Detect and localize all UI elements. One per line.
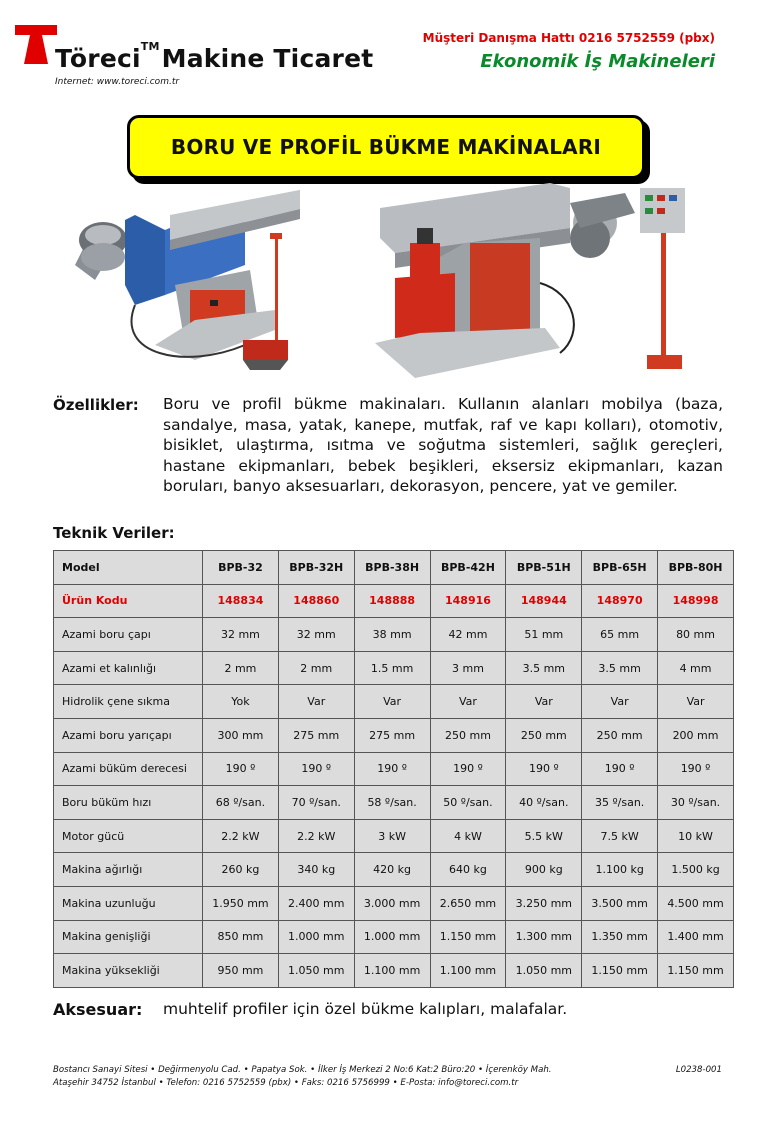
toreci-logo-icon	[15, 25, 57, 65]
table-cell: 3.250 mm	[506, 886, 582, 920]
table-cell: 80 mm	[658, 618, 734, 652]
table-cell: 148888	[354, 584, 430, 618]
machine-photo-bpb-32	[75, 185, 300, 375]
table-cell: Azami boru yarıçapı	[54, 718, 203, 752]
table-cell: 640 kg	[430, 853, 506, 887]
table-cell: 2.400 mm	[278, 886, 354, 920]
table-cell: 250 mm	[506, 718, 582, 752]
table-cell: 2.2 kW	[278, 819, 354, 853]
table-cell: 32 mm	[203, 618, 279, 652]
table-cell: 3 kW	[354, 819, 430, 853]
table-cell: 250 mm	[582, 718, 658, 752]
table-cell: 340 kg	[278, 853, 354, 887]
accessory-label: Aksesuar:	[53, 1000, 143, 1019]
table-cell: 1.150 mm	[430, 920, 506, 954]
table-cell: 32 mm	[278, 618, 354, 652]
table-cell: 260 kg	[203, 853, 279, 887]
table-cell: 1.050 mm	[506, 954, 582, 988]
table-cell: 190 º	[582, 752, 658, 786]
table-row	[54, 618, 734, 652]
table-cell: 2.650 mm	[430, 886, 506, 920]
table-cell: 190 º	[658, 752, 734, 786]
technical-data-table	[53, 550, 734, 988]
table-cell: 2 mm	[203, 651, 279, 685]
accessory-text: muhtelif profiler için özel bükme kalıpları, malafalar.	[163, 1000, 568, 1018]
footer-address-line-1: Bostancı Sanayi Sitesi • Değirmenyolu Cad. • Papatya Sok. • İlker İş Merkezi 2 No:6 Kat:2 Büro:20 • İçerenköy Mah.	[53, 1065, 552, 1075]
table-cell: Var	[506, 685, 582, 719]
table-cell: 148834	[203, 584, 279, 618]
table-cell: 900 kg	[506, 853, 582, 887]
table-cell: Yok	[203, 685, 279, 719]
table-cell: 1.000 mm	[354, 920, 430, 954]
table-cell: Var	[430, 685, 506, 719]
table-row	[54, 920, 734, 954]
website-address[interactable]: Internet: www.toreci.com.tr	[55, 77, 180, 87]
table-cell: 2 mm	[278, 651, 354, 685]
table-row	[54, 718, 734, 752]
trademark-mark: TM	[140, 40, 160, 53]
table-cell: 1.400 mm	[658, 920, 734, 954]
table-row	[54, 886, 734, 920]
table-cell: 5.5 kW	[506, 819, 582, 853]
table-cell: 1.300 mm	[506, 920, 582, 954]
table-cell: 190 º	[354, 752, 430, 786]
table-cell: 35 º/san.	[582, 786, 658, 820]
table-cell: 4.500 mm	[658, 886, 734, 920]
table-cell: 1.100 kg	[582, 853, 658, 887]
features-text: Boru ve profil bükme makinaları. Kullanın alanları mobilya (baza, sandalye, masa, yatak, kanepe, mutfak, raf ve kapı kolları), otomotiv, bisiklet, ulaştırma, ısıtma ve soğutma sistemleri, sağlık gereçleri, hastane ekipmanları, bebek beşikleri, eksersiz ekipmanları, kazan boruları, banyo aksesuarları, dekorasyon, pencere, yat ve gemiler.	[163, 395, 723, 495]
customer-hotline: Müşteri Danışma Hattı 0216 5752559 (pbx)	[422, 31, 715, 45]
company-tagline: Ekonomik İş Makineleri	[480, 51, 715, 72]
table-cell: 250 mm	[430, 718, 506, 752]
table-cell: 1.500 kg	[658, 853, 734, 887]
table-cell: 275 mm	[278, 718, 354, 752]
table-cell: Makina uzunluğu	[54, 886, 203, 920]
table-cell: 7.5 kW	[582, 819, 658, 853]
brand-name-rest: Makine Ticaret	[161, 44, 374, 73]
table-cell: 40 º/san.	[506, 786, 582, 820]
table-cell: 420 kg	[354, 853, 430, 887]
table-cell: 3.000 mm	[354, 886, 430, 920]
table-cell: Hidrolik çene sıkma	[54, 685, 203, 719]
table-cell: 3.5 mm	[582, 651, 658, 685]
table-cell: Motor gücü	[54, 819, 203, 853]
table-cell: 1.950 mm	[203, 886, 279, 920]
table-cell: 200 mm	[658, 718, 734, 752]
brand-name-main: Töreci	[55, 44, 141, 73]
table-cell: 148944	[506, 584, 582, 618]
table-cell: 1.100 mm	[354, 954, 430, 988]
table-cell: 10 kW	[658, 819, 734, 853]
table-cell: 148970	[582, 584, 658, 618]
table-cell: 1.150 mm	[582, 954, 658, 988]
table-cell: 190 º	[203, 752, 279, 786]
header-cell: BPB-32H	[278, 551, 354, 585]
features-label: Özellikler:	[53, 396, 139, 414]
header-cell: BPB-42H	[430, 551, 506, 585]
table-cell: Azami et kalınlığı	[54, 651, 203, 685]
table-cell: 70 º/san.	[278, 786, 354, 820]
table-cell: 190 º	[506, 752, 582, 786]
table-cell: 1.100 mm	[430, 954, 506, 988]
table-row	[54, 786, 734, 820]
table-row	[54, 685, 734, 719]
document-code: L0238-001	[675, 1065, 722, 1075]
table-header-row	[54, 551, 734, 585]
table-row	[54, 752, 734, 786]
header-cell: BPB-38H	[354, 551, 430, 585]
table-cell: Azami büküm derecesi	[54, 752, 203, 786]
technical-data-title: Teknik Veriler:	[53, 524, 175, 542]
table-cell: 30 º/san.	[658, 786, 734, 820]
table-row	[54, 651, 734, 685]
table-cell: 58 º/san.	[354, 786, 430, 820]
table-cell: Var	[582, 685, 658, 719]
table-cell: 2.2 kW	[203, 819, 279, 853]
table-cell: 275 mm	[354, 718, 430, 752]
table-cell: 51 mm	[506, 618, 582, 652]
table-cell: 38 mm	[354, 618, 430, 652]
table-cell: Makina yüksekliği	[54, 954, 203, 988]
table-cell: 300 mm	[203, 718, 279, 752]
table-row	[54, 853, 734, 887]
table-row	[54, 954, 734, 988]
header-cell: BPB-80H	[658, 551, 734, 585]
table-cell: 1.050 mm	[278, 954, 354, 988]
table-cell: 50 º/san.	[430, 786, 506, 820]
table-cell: Makina genişliği	[54, 920, 203, 954]
header-cell: BPB-65H	[582, 551, 658, 585]
table-cell: 850 mm	[203, 920, 279, 954]
table-cell: 148860	[278, 584, 354, 618]
table-cell: 42 mm	[430, 618, 506, 652]
machine-photo-bpb-hydraulic	[375, 183, 700, 383]
brand-name	[55, 40, 374, 73]
banner-title: BORU VE PROFİL BÜKME MAKİNALARI	[170, 135, 602, 159]
table-cell: Var	[278, 685, 354, 719]
table-cell: 3.5 mm	[506, 651, 582, 685]
header-cell: BPB-32	[203, 551, 279, 585]
table-cell: 4 mm	[658, 651, 734, 685]
table-cell: 3 mm	[430, 651, 506, 685]
table-cell: Makina ağırlığı	[54, 853, 203, 887]
table-cell: 190 º	[278, 752, 354, 786]
table-cell: Var	[354, 685, 430, 719]
table-row-product-code	[54, 584, 734, 618]
table-cell: 148998	[658, 584, 734, 618]
table-cell: 65 mm	[582, 618, 658, 652]
table-cell: Ürün Kodu	[54, 584, 203, 618]
table-cell: 1.150 mm	[658, 954, 734, 988]
table-cell: 1.5 mm	[354, 651, 430, 685]
table-cell: 950 mm	[203, 954, 279, 988]
table-cell: 68 º/san.	[203, 786, 279, 820]
footer-address-line-2: Ataşehir 34752 İstanbul • Telefon: 0216 5752559 (pbx) • Faks: 0216 5756999 • E-Posta: info@toreci.com.tr	[53, 1078, 519, 1088]
table-cell: 148916	[430, 584, 506, 618]
table-row	[54, 819, 734, 853]
header-cell: Model	[54, 551, 203, 585]
table-cell: 190 º	[430, 752, 506, 786]
header-cell: BPB-51H	[506, 551, 582, 585]
table-cell: 4 kW	[430, 819, 506, 853]
table-cell: Var	[658, 685, 734, 719]
table-cell: Boru büküm hızı	[54, 786, 203, 820]
table-cell: Azami boru çapı	[54, 618, 203, 652]
title-banner	[127, 115, 645, 179]
table-cell: 3.500 mm	[582, 886, 658, 920]
table-cell: 1.000 mm	[278, 920, 354, 954]
table-cell: 1.350 mm	[582, 920, 658, 954]
